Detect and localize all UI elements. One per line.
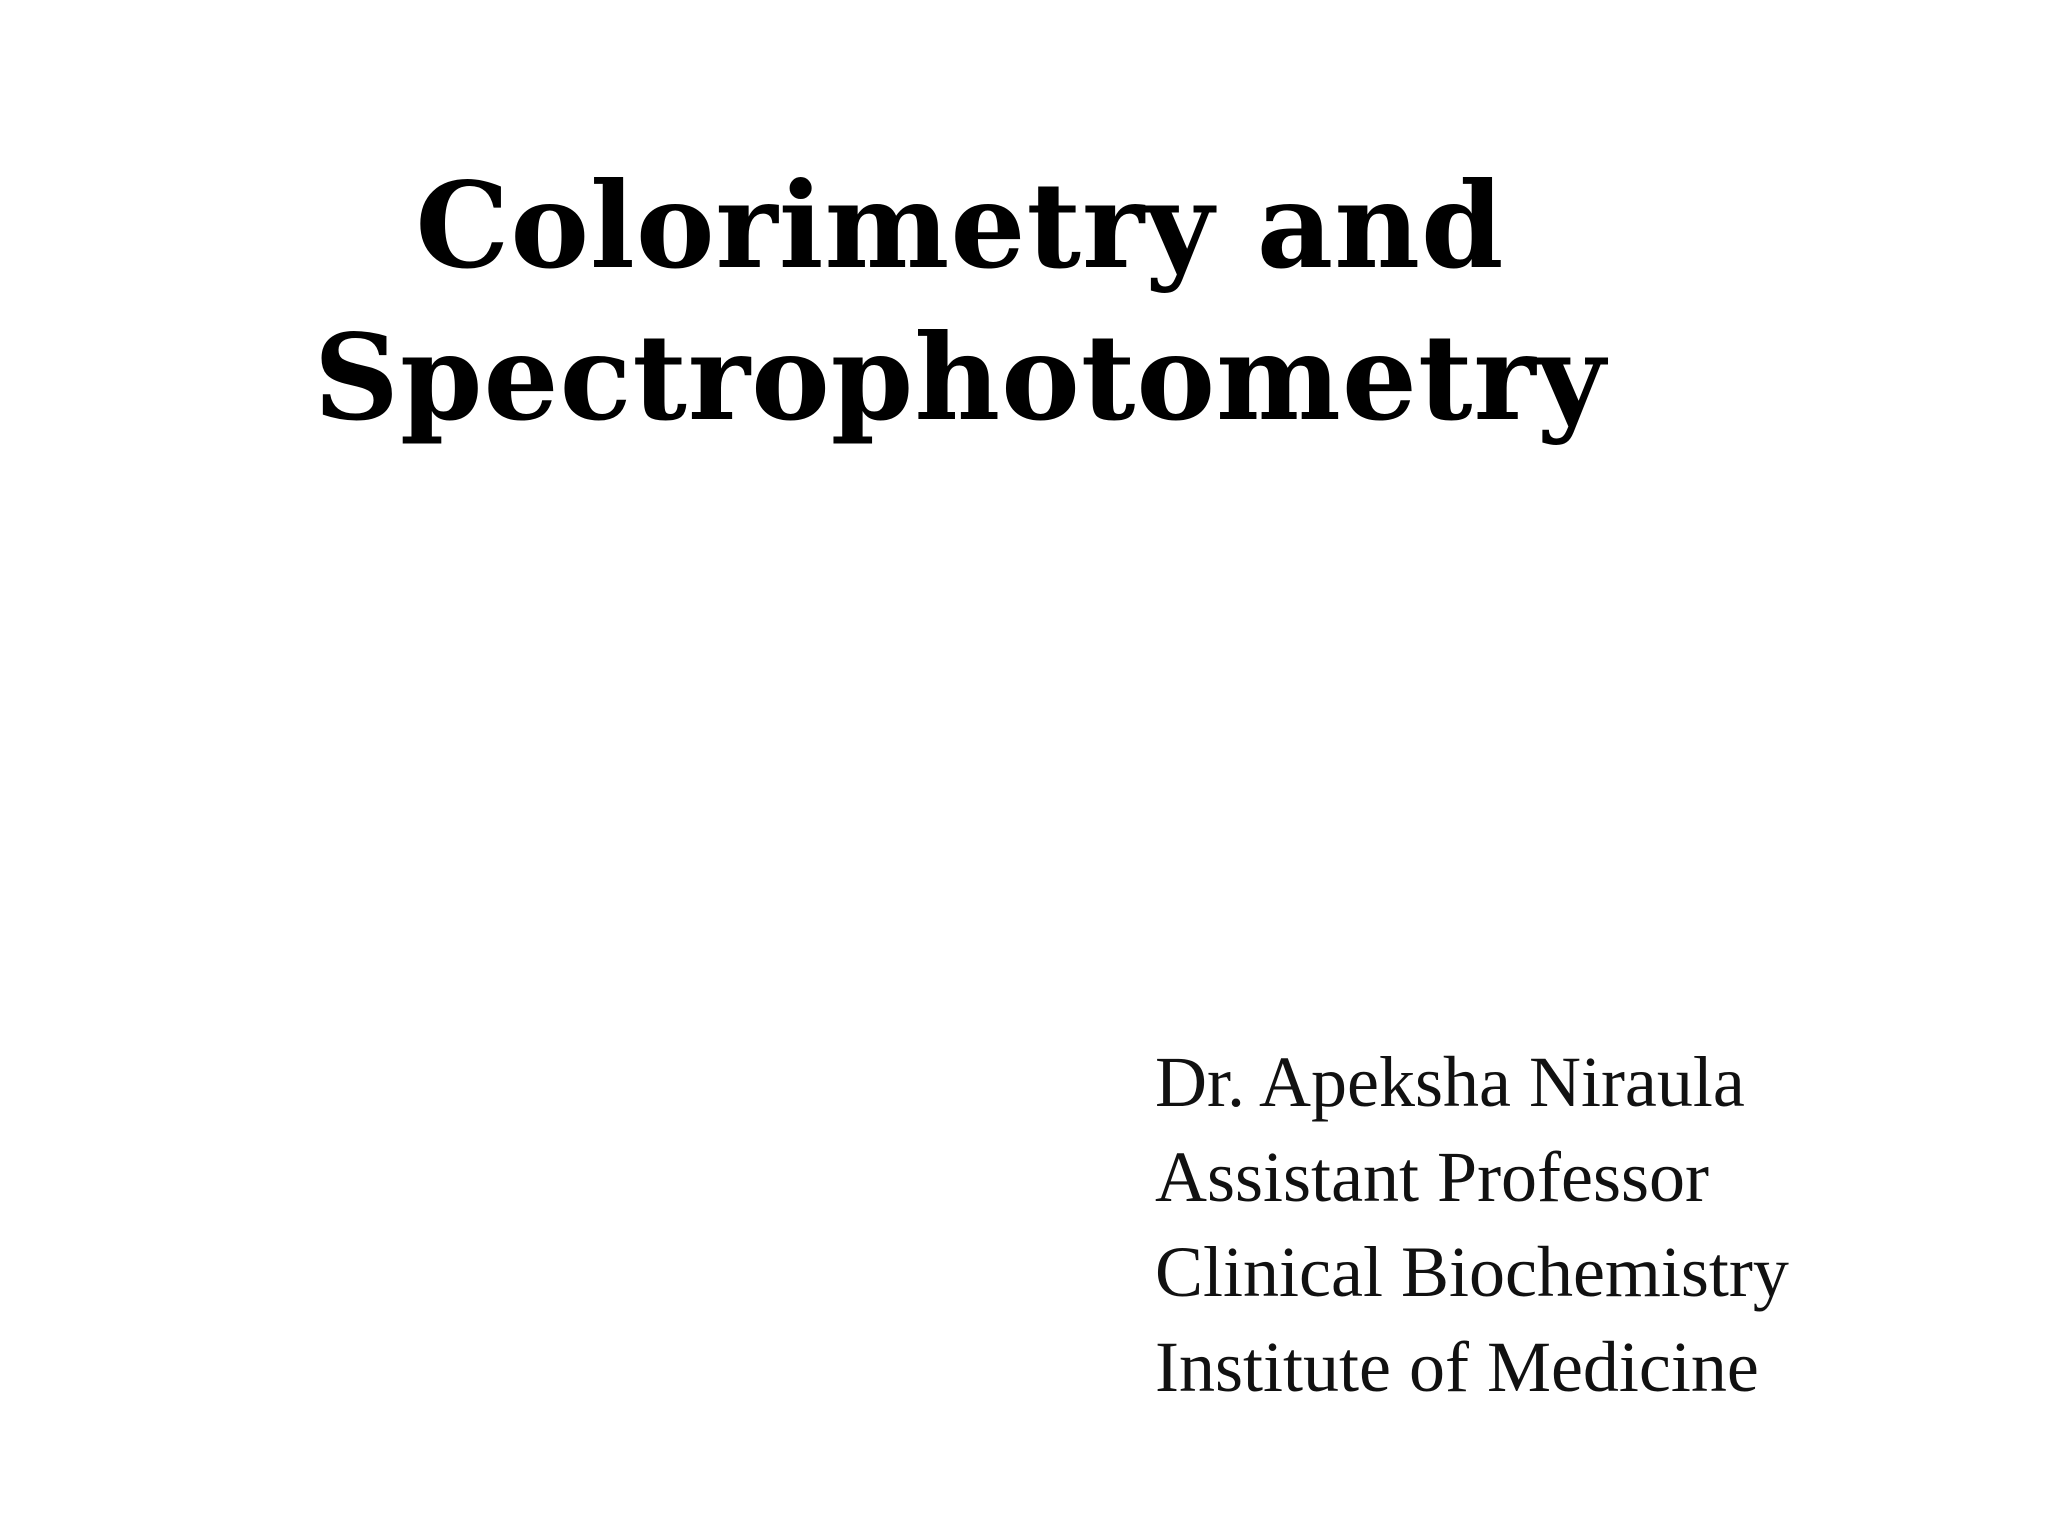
slide-title — [0, 150, 1920, 454]
author-name: Dr. Apeksha Niraula — [1155, 1042, 1745, 1122]
author-institution: Institute of Medicine — [1155, 1327, 1759, 1407]
author-department: Clinical Biochemistry — [1155, 1232, 1789, 1312]
title-line-2: Spectrophotometry — [313, 308, 1607, 447]
author-block — [1155, 1035, 2025, 1415]
title-line-1: Colorimetry and — [415, 156, 1505, 295]
author-position: Assistant Professor — [1155, 1137, 1709, 1217]
